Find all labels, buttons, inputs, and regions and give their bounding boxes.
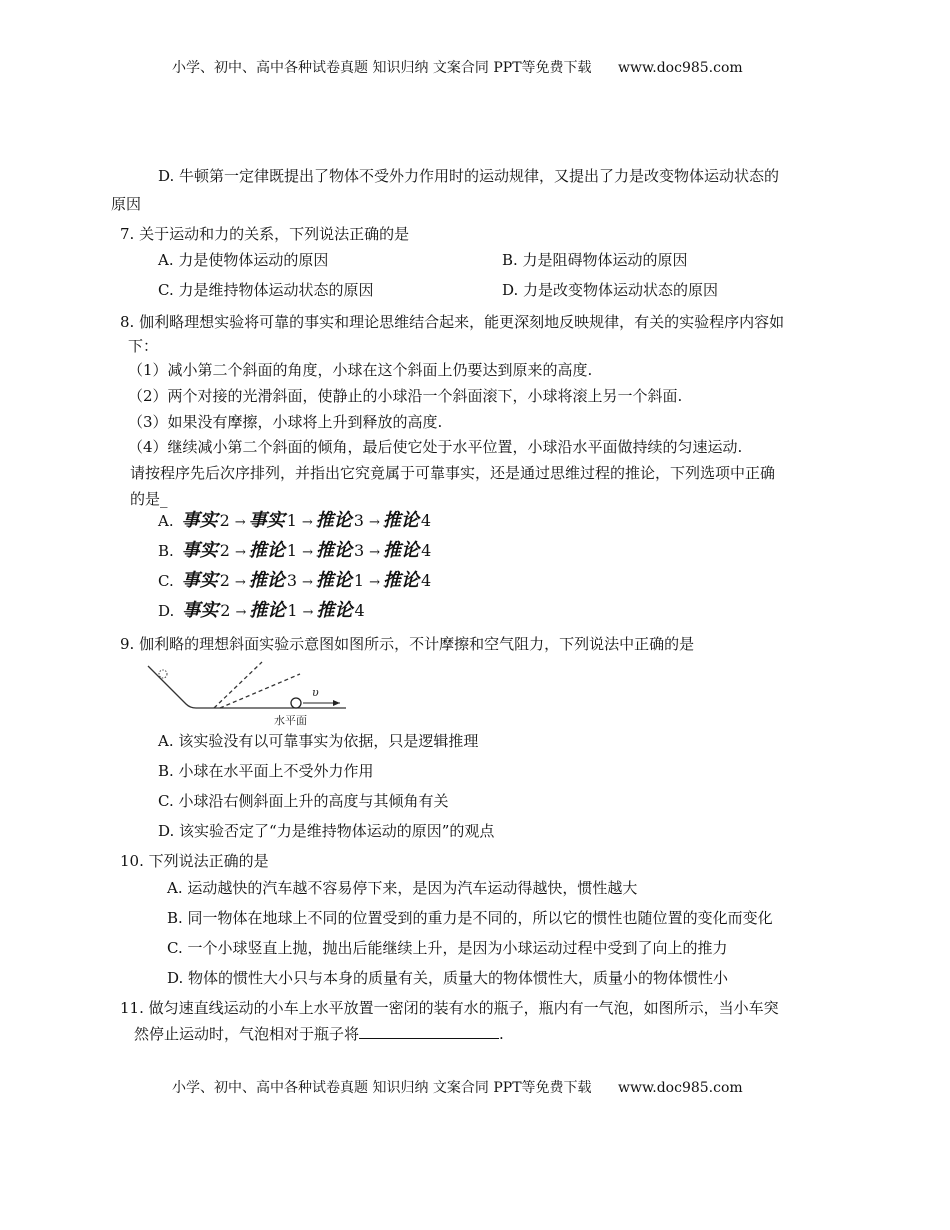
q8-option-step-number: 2 [219,511,230,530]
velocity-label: υ [312,686,319,699]
q8-option-step-number: 3 [353,511,364,530]
q8-option-step-number: 3 [286,571,297,590]
q8-option-term: 推论 [315,510,352,531]
arrow-icon: → [234,515,246,530]
q9-incline-figure [140,660,370,730]
arrow-icon: → [369,575,380,590]
arrow-icon: → [235,605,247,620]
header-url: www.doc985.com [617,60,743,76]
surface-label: 水平面 [274,714,307,727]
q8-option-term: 推论 [315,570,352,591]
q11-stem-line2 [134,1024,504,1044]
arrow-icon: → [302,605,314,620]
q11-stem-before-blank: 然停止运动时，气泡相对于瓶子将 [134,1025,360,1043]
q7-option-a: A. 力是使物体运动的原因 [158,251,329,269]
q8-stem-line1: 8. 伽利略理想实验将可靠的事实和理论思维结合起来，能更深刻地反映规律，有关的实验程序内容如 [120,313,785,331]
q11-stem-line1: 11. 做匀速直线运动的小车上水平放置一密闭的装有水的瓶子，瓶内有一气泡，如图所示，当小车突 [120,999,779,1017]
q8-option-step-number: 4 [420,511,432,530]
ball-rolling [291,698,301,708]
q8-option-step-number: 2 [219,541,230,560]
footer-text: 小学、初中、高中各种试卷真题 知识归纳 文案合同 PPT等免费下载 [172,1080,592,1096]
q7-option-c: C. 力是维持物体运动状态的原因 [158,281,374,299]
q8-option-term: 推论 [383,540,420,561]
arrow-icon: → [301,515,313,530]
q8-option-letter: D. [158,602,175,620]
ball-start [159,670,167,678]
q11-answer-blank[interactable] [359,1024,499,1039]
q8-option-step-number: 3 [353,541,365,560]
q8-option-step-number: 4 [421,541,432,560]
q6-option-d-line2: 原因 [111,195,142,213]
q8-option-step-number: 1 [287,601,298,620]
q8-option-term: 事实 [181,570,218,591]
q8-option-term: 推论 [316,600,353,621]
q8-option-step-number: 1 [353,571,365,590]
q8-option-step-number: 2 [219,571,230,590]
q8-option-c [158,571,433,593]
left-incline [148,666,196,708]
q10-option-c: C. 一个小球竖直上抛，抛出后能继续上升，是因为小球运动过程中受到了向上的推力 [167,939,728,957]
page-footer [172,1078,743,1098]
arrow-icon: → [368,515,380,530]
q8-option-letter: A. [158,512,174,530]
q10-option-d: D. 物体的惯性大小只与本身的质量有关，质量大的物体惯性大，质量小的物体惯性小 [167,969,729,987]
q8-stem-line2: 下： [128,337,159,355]
q6-option-d-line1: D. 牛顿第一定律既提出了物体不受外力作用时的运动规律，又提出了力是改变物体运动状态的 [158,167,780,185]
q8-step-2: （2）两个对接的光滑斜面，使静止的小球沿一个斜面滚下，小球将滚上另一个斜面. [128,387,683,405]
q9-option-a: A. 该实验没有以可靠事实为依据，只是逻辑推理 [158,732,479,750]
q10-option-b: B. 同一物体在地球上不同的位置受到的重力是不同的，所以它的惯性也随位置的变化而变化 [167,909,773,927]
q10-option-a: A. 运动越快的汽车越不容易停下来，是因为汽车运动得越快，惯性越大 [167,879,638,897]
footer-url: www.doc985.com [617,1080,743,1096]
q8-option-letter: C. [158,572,174,590]
page-header [172,58,743,78]
q8-option-term: 推论 [383,570,419,591]
q8-option-step-number: 1 [286,511,297,530]
q9-option-b: B. 小球在水平面上不受外力作用 [158,762,374,780]
q8-option-step-number: 4 [354,601,365,620]
q8-option-step-number: 2 [220,601,231,620]
q8-option-term: 推论 [382,510,419,531]
q8-option-step-number: 1 [286,541,298,560]
q8-step-4: （4）继续减小第二个斜面的倾角，最后使它处于水平位置，小球沿水平面做持续的匀速运动. [128,438,743,456]
arrow-icon: → [234,575,246,590]
q8-option-term: 事实 [181,540,218,561]
q7-stem: 7. 关于运动和力的关系，下列说法正确的是 [120,225,410,243]
q7-option-b: B. 力是阻碍物体运动的原因 [502,251,688,269]
q8-option-term: 推论 [248,570,285,591]
arrow-icon: → [234,545,246,560]
q8-option-term: 事实 [182,600,219,621]
q7-option-d: D. 力是改变物体运动状态的原因 [502,281,719,299]
q8-option-term: 推论 [249,600,286,621]
q8-option-term: 推论 [315,540,352,561]
q8-ask-line1: 请按程序先后次序排列，并指出它究竟属于可靠事实，还是通过思维过程的推论，下列选项中正确 [130,464,776,482]
q8-option-step-number: 4 [421,571,432,590]
q8-option-a [158,511,433,533]
q8-option-term: 事实 [248,510,285,531]
header-text: 小学、初中、高中各种试卷真题 知识归纳 文案合同 PPT等免费下载 [172,60,592,76]
q11-stem-after-blank: . [499,1025,504,1043]
q8-ask-line2: 的是_ [130,490,168,508]
velocity-arrowhead [333,700,340,706]
arrow-icon: → [369,545,381,560]
q8-step-3: （3）如果没有摩擦，小球将上升到释放的高度. [128,413,443,431]
arrow-icon: → [302,545,313,560]
q8-option-term: 推论 [248,540,285,561]
q8-option-letter: B. [158,542,174,560]
q10-stem: 10. 下列说法正确的是 [120,852,269,870]
q9-option-c: C. 小球沿右侧斜面上升的高度与其倾角有关 [158,792,449,810]
q8-step-1: （1）减小第二个斜面的角度，小球在这个斜面上仍要达到原来的高度. [128,361,593,379]
q9-stem: 9. 伽利略的理想斜面实验示意图如图所示，不计摩擦和空气阻力，下列说法中正确的是 [120,635,695,653]
q8-option-term: 事实 [181,510,218,531]
arrow-icon: → [302,575,313,590]
right-incline-steep [214,662,262,708]
q8-option-d [158,601,367,623]
q8-option-b [158,541,433,563]
q9-option-d: D. 该实验否定了“力是维持物体运动的原因”的观点 [158,822,495,840]
